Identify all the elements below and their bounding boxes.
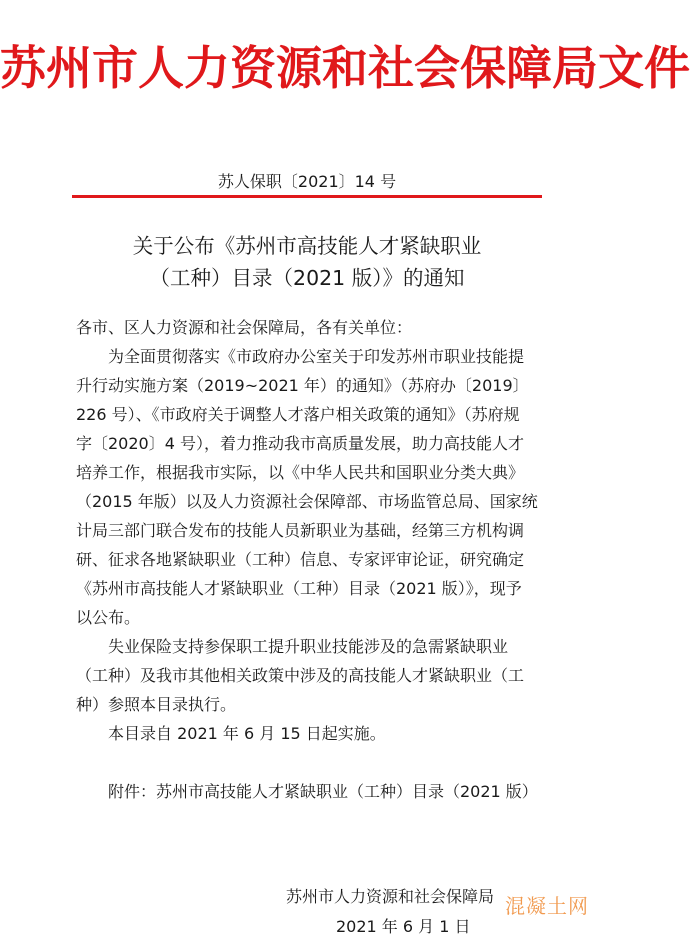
document-header-title: 苏州市人力资源和社会保障局文件 [0,41,690,95]
paragraph-1-line: 《苏州市高技能人才紧缺职业（工种）目录（2021 版）》，现予 [76,579,522,598]
red-divider-line [72,195,542,198]
paragraph-1-line: 为全面贯彻落实《市政府办公室关于印发苏州市职业技能提 [108,347,525,366]
paragraph-1-line: 研、征求各地紧缺职业（工种）信息、专家评审论证，研究确定 [76,550,525,569]
paragraph-1 [76,342,556,632]
paragraph-3-effective-date: 本目录自 2021 年 6 月 15 日起实施。 [108,724,386,743]
watermark: 混凝土网 [505,894,589,918]
paragraph-1-line: 以公布。 [76,608,141,627]
document-body [76,313,556,806]
attachment-line: 附件：苏州市高技能人才紧缺职业（工种）目录（2021 版） [108,782,538,801]
paragraph-1-line: 计局三部门联合发布的技能人员新职业为基础，经第三方机构调 [76,521,525,540]
paragraph-2-line: 种）参照本目录执行。 [76,695,237,714]
salutation: 各市、区人力资源和社会保障局，各有关单位： [76,318,413,337]
paragraph-1-line: 字〔2020〕4 号），着力推动我市高质量发展，助力高技能人才 [76,434,524,453]
paragraph-1-line: 226 号）、《市政府关于调整人才落户相关政策的通知》（苏府规 [76,405,520,424]
paragraph-1-line: 培养工作，根据我市实际，以《中华人民共和国职业分类大典》 [76,463,525,482]
paragraph-2-line: （工种）及我市其他相关政策中涉及的高技能人才紧缺职业（工 [76,666,525,685]
paragraph-1-line: （2015 年版）以及人力资源社会保障部、市场监管总局、国家统 [76,492,538,511]
signature-date: 2021 年 6 月 1 日 [336,917,471,936]
notice-title-line-2: （工种）目录（2021 版）》的通知 [149,266,465,290]
notice-title [0,230,614,294]
signature-organization: 苏州市人力资源和社会保障局 [286,887,495,906]
blank-line [76,748,556,777]
paragraph-2 [76,632,556,719]
paragraph-1-line: 升行动实施方案（2019~2021 年）的通知》（苏府办〔2019〕 [76,376,529,395]
paragraph-2-line: 失业保险支持参保职工提升职业技能涉及的急需紧缺职业 [108,637,509,656]
document-number: 苏人保职〔2021〕14 号 [217,172,397,191]
notice-title-line-1: 关于公布《苏州市高技能人才紧缺职业 [132,234,482,258]
